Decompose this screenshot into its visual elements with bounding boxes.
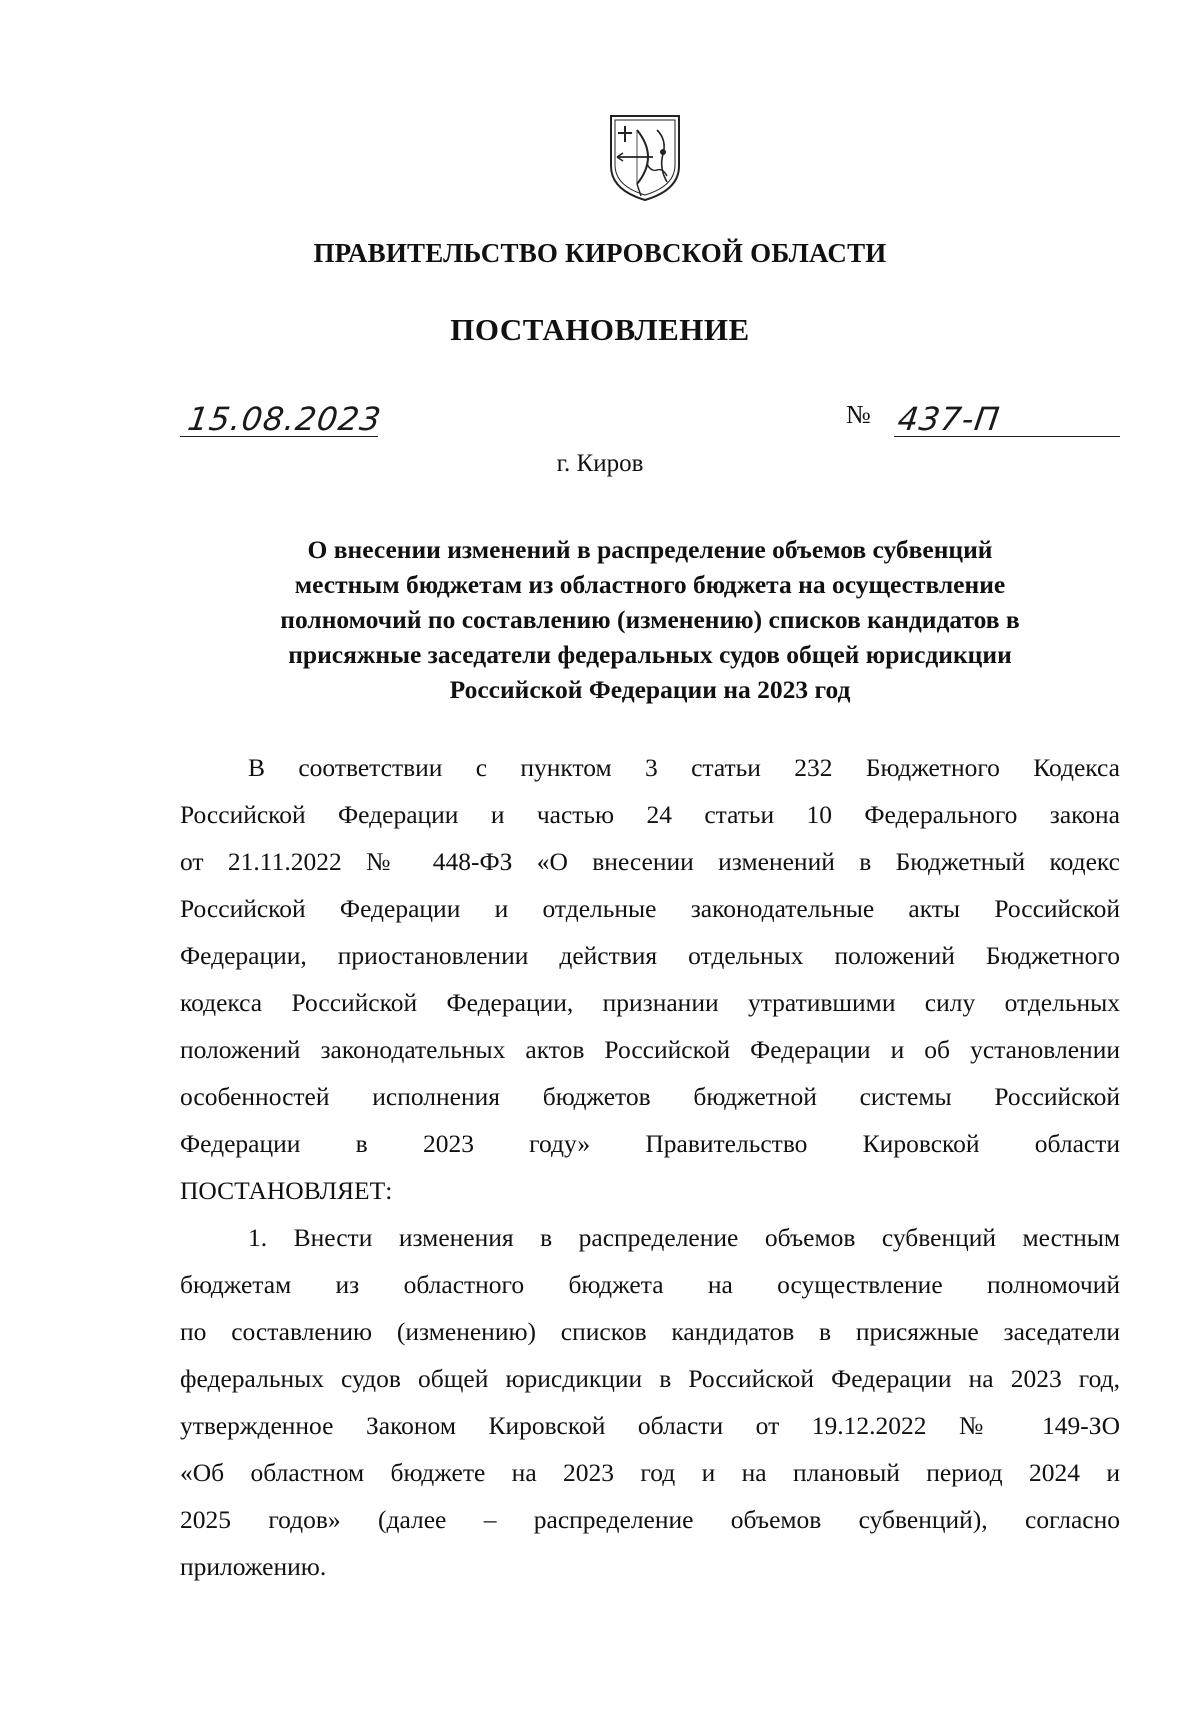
body-line: Российской Федерации и частью 24 статьи 10 Федерального закона	[180, 800, 1120, 829]
body-line: В соответствии с пунктом 3 статьи 232 Бюджетного Кодекса	[248, 753, 1120, 782]
coat-of-arms-icon	[607, 112, 683, 204]
subject-line: местным бюджетам из областного бюджета на осуществление	[294, 570, 1006, 599]
document-number-field	[894, 396, 1120, 437]
subject-line: Российской Федерации на 2023 год	[449, 675, 851, 704]
subject-line: полномочий по составлению (изменению) списков кандидатов в	[280, 605, 1020, 634]
body-line: кодекса Российской Федерации, признании утратившими силу отдельных	[180, 988, 1120, 1017]
body-line: утвержденное Законом Кировской области от 19.12.2022 № 149-ЗО	[180, 1411, 1120, 1440]
body-line: от 21.11.2022 № 448-ФЗ «О внесении изменений в Бюджетный кодекс	[180, 847, 1120, 876]
body-line: 2025 годов» (далее – распределение объемов субвенций), согласно	[180, 1505, 1120, 1534]
body-line: приложению.	[180, 1552, 327, 1581]
document-date-field	[180, 396, 384, 438]
body-line: Федерации в 2023 году» Правительство Кировской области	[180, 1129, 1120, 1158]
subject-line: О внесении изменений в распределение объемов субвенций	[307, 535, 993, 564]
document-subject	[180, 532, 1120, 707]
document-body	[180, 744, 1120, 1590]
body-line: бюджетам из областного бюджета на осуществление полномочий	[180, 1270, 1120, 1299]
document-type-title: ПОСТАНОВЛЕНИЕ	[450, 312, 750, 347]
number-sign: №	[846, 400, 871, 429]
body-line: Российской Федерации и отдельные законодательные акты Российской	[180, 894, 1120, 923]
body-line: особенностей исполнения бюджетов бюджетной системы Российской	[180, 1082, 1120, 1111]
body-line: ПОСТАНОВЛЯЕТ:	[180, 1176, 393, 1205]
body-line: положений законодательных актов Российской Федерации и об установлении	[180, 1035, 1120, 1064]
subject-line: присяжные заседатели федеральных судов общей юрисдикции	[288, 640, 1012, 669]
body-line: федеральных судов общей юрисдикции в Российской Федерации на 2023 год,	[180, 1364, 1120, 1393]
organization-title: ПРАВИТЕЛЬСТВО КИРОВСКОЙ ОБЛАСТИ	[313, 238, 887, 268]
document-number: 437-П	[895, 400, 1003, 438]
body-line: 1. Внести изменения в распределение объемов субвенций местным	[248, 1223, 1120, 1252]
body-line: по составлению (изменению) списков кандидатов в присяжные заседатели	[180, 1317, 1120, 1346]
body-line: «Об областном бюджете на 2023 год и на плановый период 2024 и	[180, 1458, 1120, 1487]
city-label: г. Киров	[556, 450, 644, 477]
body-line: Федерации, приостановлении действия отдельных положений Бюджетного	[180, 941, 1120, 970]
document-date: 15.08.2023	[185, 400, 384, 438]
